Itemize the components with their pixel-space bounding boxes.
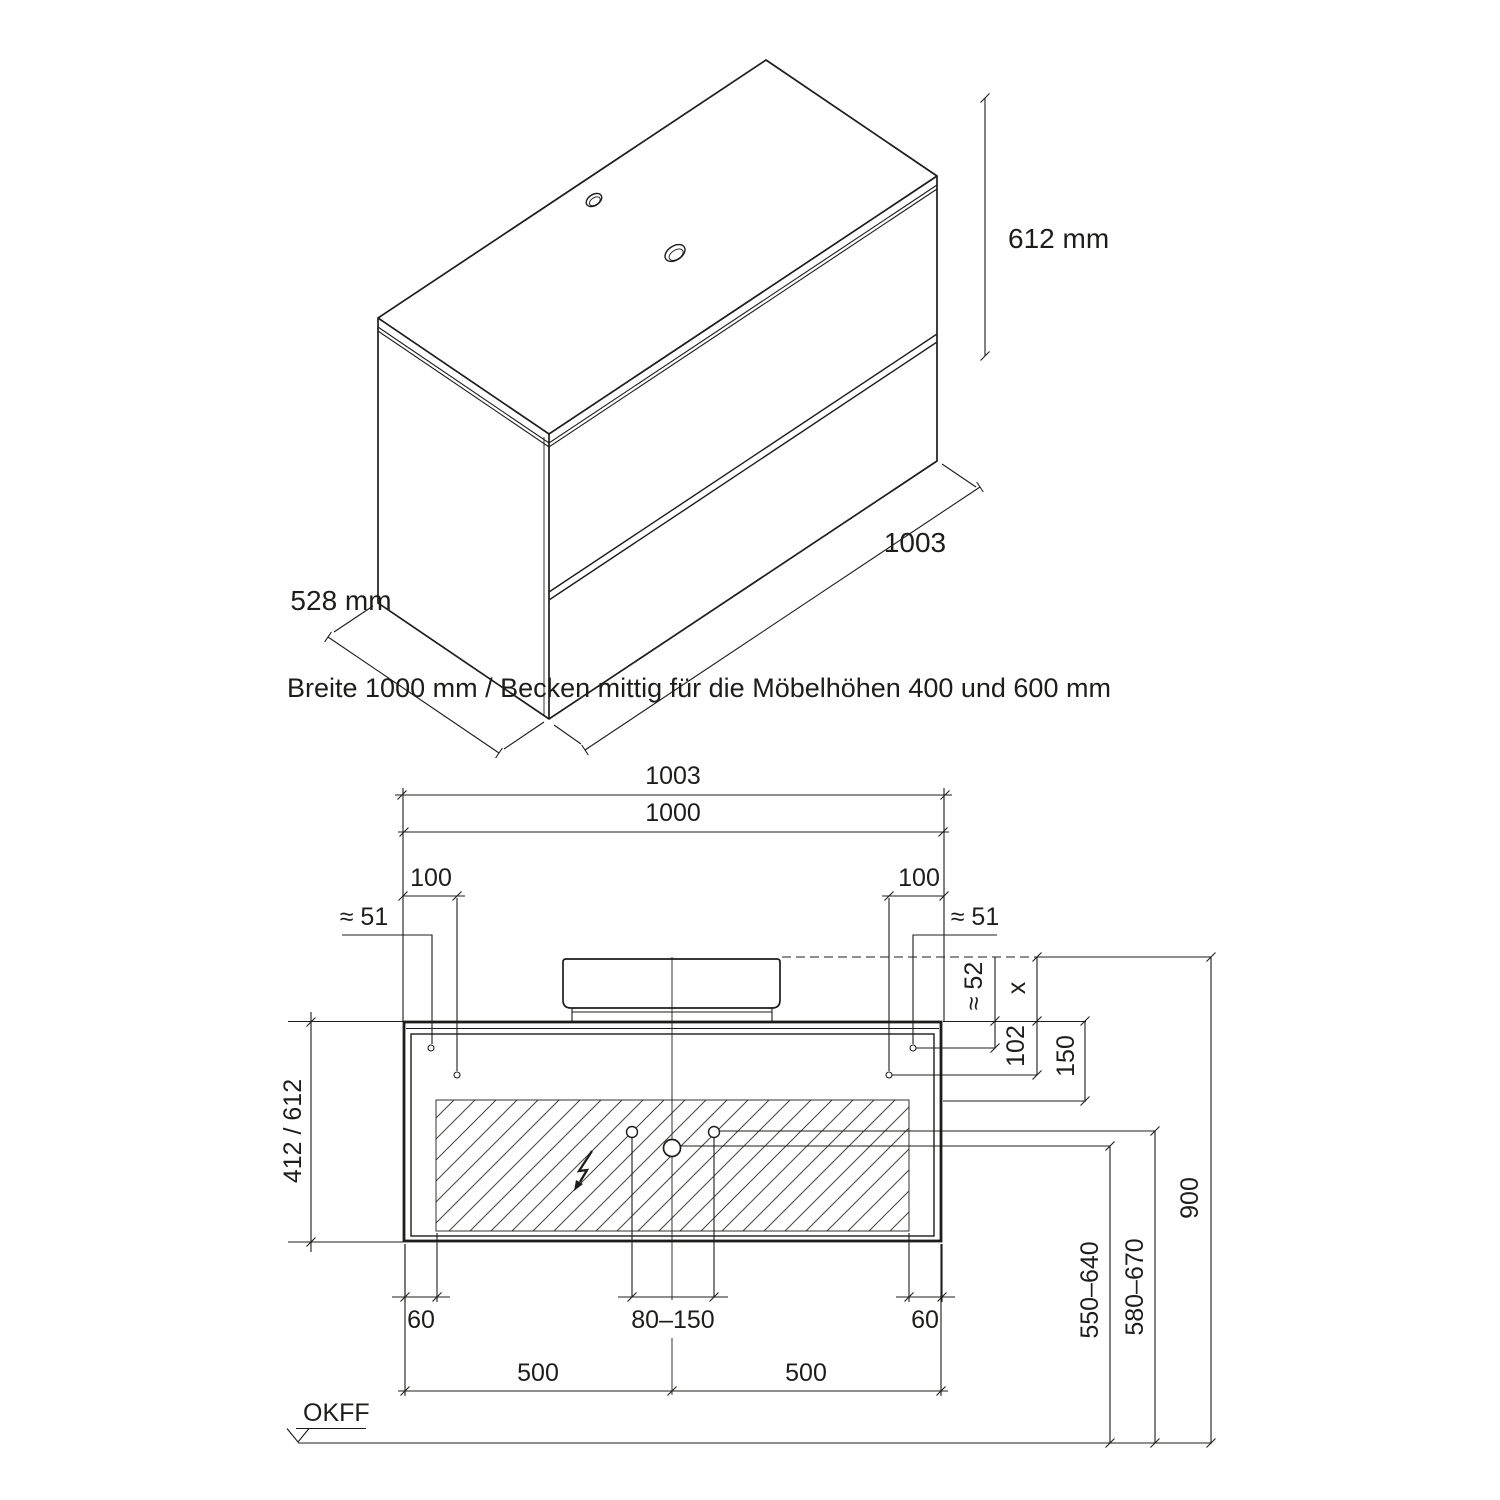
iso-drawer-groove-top <box>549 334 937 592</box>
iso-dim-width <box>554 464 983 755</box>
iso-countertop-line-1 <box>378 185 937 443</box>
dim-100-left-label: 100 <box>410 864 452 892</box>
drain-hole-icon <box>662 241 688 265</box>
dim-550-640-label: 550–640 <box>1076 1241 1104 1339</box>
iso-dim-height <box>981 94 1110 361</box>
iso-width-label: 1003 <box>883 527 947 558</box>
mount-hole-row2-right <box>886 1072 892 1078</box>
dim-500-left-label: 500 <box>517 1359 559 1387</box>
front-elevation <box>279 762 1216 1448</box>
dim-102-label: 102 <box>1002 1025 1030 1067</box>
dim-80-150-label: 80–150 <box>631 1306 715 1334</box>
floor-level-marker <box>287 1399 1212 1443</box>
dim-500-right-label: 500 <box>785 1359 827 1387</box>
dim-x-label: x <box>1003 981 1031 995</box>
mount-hole-row1-right <box>910 1045 916 1051</box>
dim-hole-offset-right <box>882 864 949 1071</box>
mount-hole-row2-left <box>454 1072 460 1078</box>
dim-580-670-label: 580–670 <box>1121 1238 1149 1336</box>
dim-width-body <box>398 799 949 837</box>
dim-52-label: ≈ 52 <box>960 961 988 1011</box>
callout-51-right-label: ≈ 51 <box>950 903 1000 931</box>
okff-label: OKFF <box>303 1399 370 1427</box>
supply-hole-right <box>709 1127 720 1138</box>
dim-150-label: 150 <box>1052 1035 1080 1077</box>
supply-hole-left <box>627 1127 638 1138</box>
caption-text: Breite 1000 mm / Becken mittig für die Möbelhöhen 400 und 600 mm <box>287 673 1111 703</box>
mount-hole-row1-left <box>428 1045 434 1051</box>
iso-top-face-edges <box>378 176 937 434</box>
basin-front-view <box>563 959 780 1021</box>
dim-60-right-label: 60 <box>911 1306 939 1334</box>
dim-width-outer <box>395 762 952 800</box>
iso-depth-label: 528 mm <box>290 585 392 616</box>
iso-countertop-line-2 <box>378 189 937 447</box>
dim-cabinet-height <box>279 1012 403 1252</box>
iso-height-label: 612 mm <box>1008 223 1110 254</box>
isometric-view <box>290 60 1109 758</box>
drain-hole <box>664 1140 681 1157</box>
dim-60-left-label: 60 <box>407 1306 435 1334</box>
faucet-hole-icon <box>584 191 604 209</box>
iso-dim-depth <box>290 585 544 758</box>
dim-width-outer-label: 1003 <box>645 762 701 790</box>
dim-width-body-label: 1000 <box>645 799 701 827</box>
dim-412-612-label: 412 / 612 <box>279 1078 307 1184</box>
iso-drawer-groove-bottom <box>549 342 937 600</box>
dim-100-right-label: 100 <box>898 864 940 892</box>
dim-900-label: 900 <box>1176 1177 1204 1219</box>
callout-51-left-label: ≈ 51 <box>339 903 389 931</box>
cutout-hatch-zone <box>436 1100 909 1231</box>
